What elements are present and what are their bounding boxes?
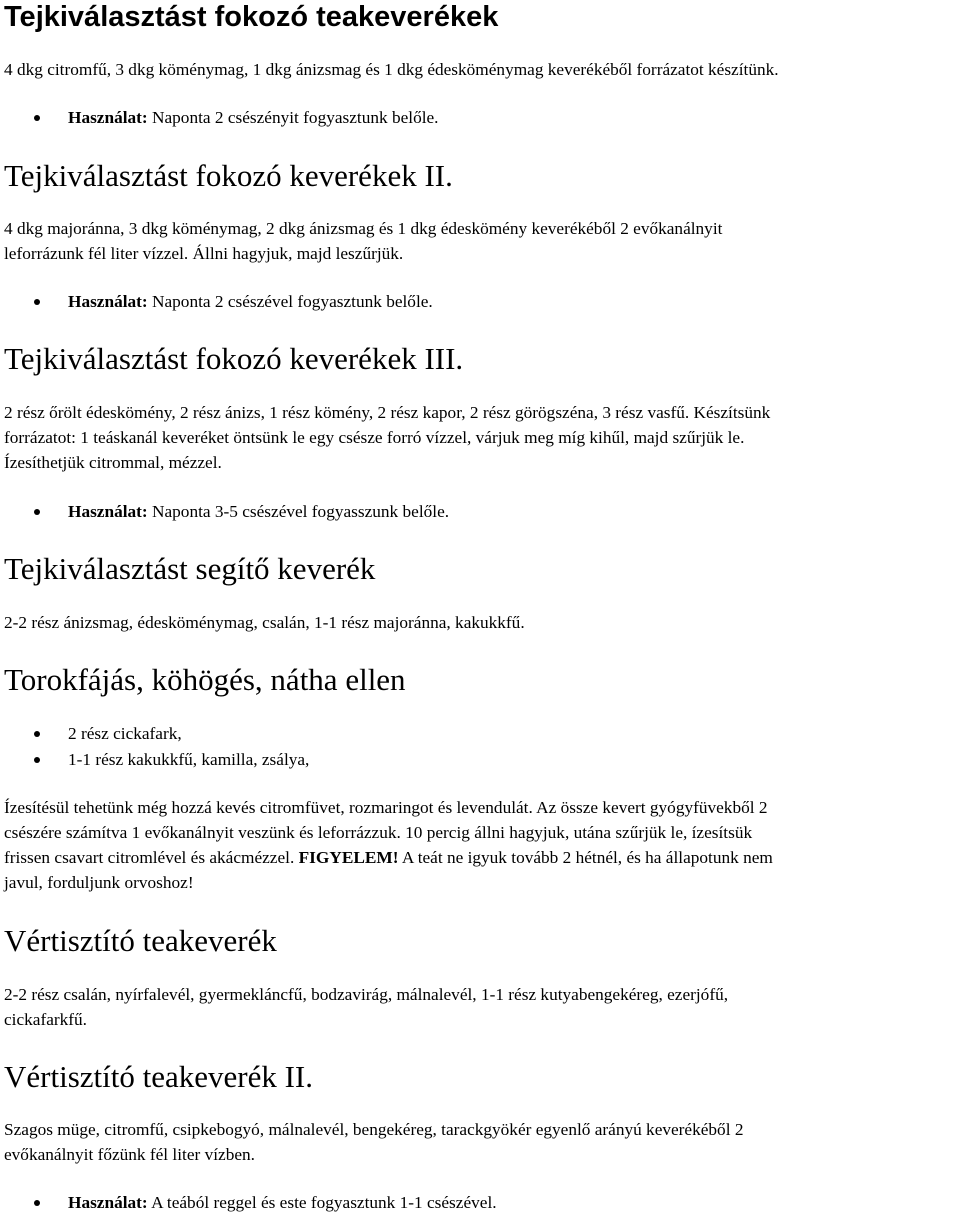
paragraph-line: csészére számítva 1 evőkanálnyit veszünk és leforrázzuk. 10 percig állni hagyjuk, utána szűrjük le, ízesítsük	[4, 823, 753, 842]
paragraph-line: 2-2 rész ánizsmag, édesköménymag, csalán, 1-1 rész majoránna, kakukkfű.	[4, 613, 525, 632]
heading-section-4: Tejkiválasztást segítő keverék	[4, 551, 376, 586]
usage-text: A teából reggel és este fogyasztunk 1-1 csészével.	[151, 1193, 497, 1212]
usage-label: Használat:	[68, 502, 148, 521]
paragraph-line: javul, forduljunk orvoshoz!	[4, 873, 194, 892]
heading-section-1: Tejkiválasztást fokozó teakeverékek	[4, 1, 499, 33]
usage-list-item	[68, 500, 449, 524]
list-item	[68, 748, 309, 772]
usage-list-item	[68, 106, 439, 130]
usage-list-item	[68, 1191, 497, 1215]
warning-label: FIGYELEM!	[298, 848, 399, 867]
bullet-icon	[34, 115, 40, 121]
list-item-text: 1-1 rész kakukkfű, kamilla, zsálya,	[68, 750, 310, 769]
usage-label: Használat:	[68, 108, 148, 127]
heading-section-6: Vértisztító teakeverék	[4, 923, 277, 958]
usage-label: Használat:	[68, 292, 148, 311]
bullet-icon	[34, 299, 40, 305]
usage-text: Naponta 2 csészényit fogyasztunk belőle.	[152, 108, 439, 127]
list-item	[68, 722, 182, 746]
heading-section-2: Tejkiválasztást fokozó keverékek II.	[4, 158, 453, 193]
heading-section-5: Torokfájás, köhögés, nátha ellen	[4, 662, 406, 697]
bullet-icon	[34, 757, 40, 763]
list-item-text: 2 rész cickafark,	[68, 724, 182, 743]
paragraph-line: Szagos müge, citromfű, csipkebogyó, málnalevél, bengekéreg, tarackgyökér egyenlő arányú keverékéből 2	[4, 1120, 744, 1139]
paragraph-line: 2 rész őrölt édeskömény, 2 rész ánizs, 1 rész kömény, 2 rész kapor, 2 rész görögszéna, 3 rész vasfű. Készítsünk	[4, 403, 771, 422]
paragraph-line: 4 dkg citromfű, 3 dkg köménymag, 1 dkg ánizsmag és 1 dkg édesköménymag keverékéből forrázatot készítünk.	[4, 60, 779, 79]
usage-list-item	[68, 290, 433, 314]
bullet-icon	[34, 1200, 40, 1206]
usage-text: Naponta 3-5 csészével fogyasszunk belőle.	[152, 502, 450, 521]
bullet-icon	[34, 731, 40, 737]
usage-label: Használat:	[68, 1193, 148, 1212]
paragraph-line: Ízesíthetjük citrommal, mézzel.	[4, 453, 222, 472]
paragraph-line: Ízesítésül tehetünk még hozzá kevés citromfüvet, rozmaringot és levendulát. Az össze kevert gyógyfüvekből 2	[4, 798, 768, 817]
paragraph-line: 2-2 rész csalán, nyírfalevél, gyermekláncfű, bodzavirág, málnalevél, 1-1 rész kutyabengekéreg, ezerjófű,	[4, 985, 729, 1004]
paragraph-text: frissen csavart citromlével és akácmézzel.	[4, 848, 295, 867]
heading-section-7: Vértisztító teakeverék II.	[4, 1059, 313, 1094]
paragraph-line: evőkanálnyit főzünk fél liter vízben.	[4, 1145, 255, 1164]
paragraph-line: cickafarkfű.	[4, 1010, 87, 1029]
paragraph-text: A teát ne igyuk tovább 2 hétnél, és ha állapotunk nem	[401, 848, 773, 867]
bullet-icon	[34, 509, 40, 515]
paragraph-line-warning	[4, 846, 956, 871]
heading-section-3: Tejkiválasztást fokozó keverékek III.	[4, 341, 464, 376]
paragraph-line: forrázatot: 1 teáskanál keveréket öntsünk le egy csésze forró vízzel, várjuk meg míg kihűl, majd szűrjük le.	[4, 428, 745, 447]
usage-text: Naponta 2 csészével fogyasztunk belőle.	[152, 292, 433, 311]
paragraph-line: leforrázunk fél liter vízzel. Állni hagyjuk, majd leszűrjük.	[4, 244, 404, 263]
paragraph-line: 4 dkg majoránna, 3 dkg köménymag, 2 dkg ánizsmag és 1 dkg édeskömény keverékéből 2 evőkanálnyit	[4, 219, 723, 238]
